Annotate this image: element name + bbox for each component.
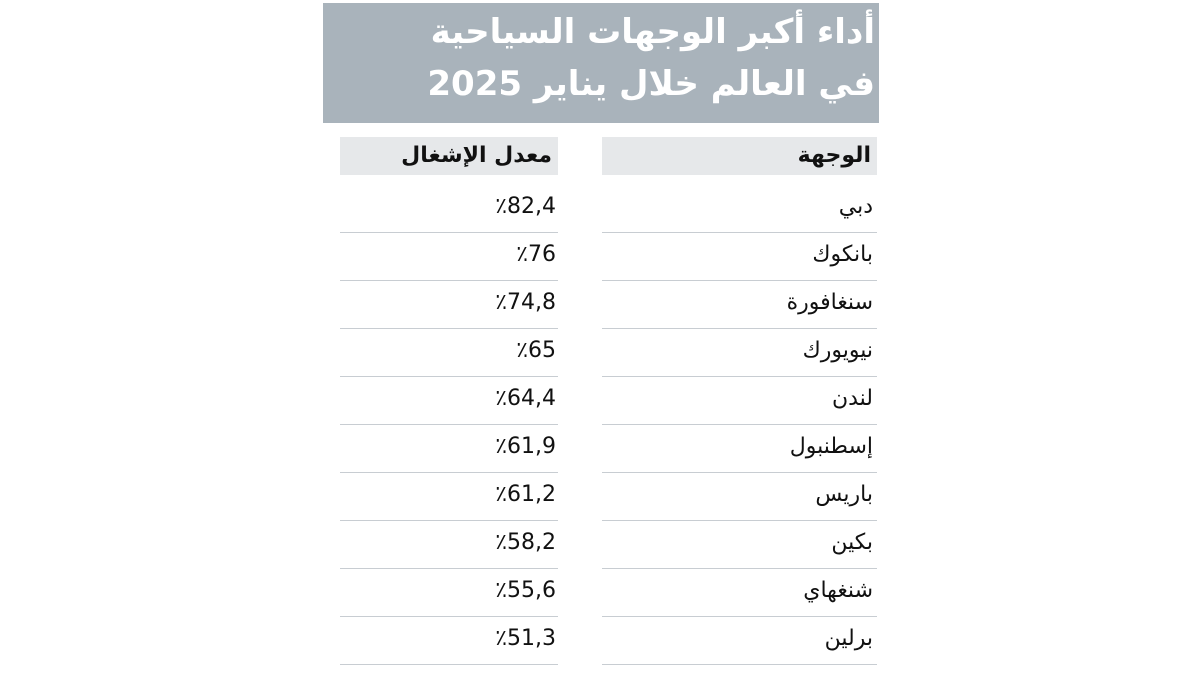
table-cell-occupancy: ٪76 [340,233,558,281]
table-cell-destination: إسطنبول [602,425,877,473]
table-cell-occupancy: ٪58,2 [340,521,558,569]
chart-title-line-2: في العالم خلال يناير 2025 [427,64,875,104]
table-cell-occupancy: ٪51,3 [340,617,558,665]
table-cell-occupancy: ٪61,2 [340,473,558,521]
column-header-occupancy: معدل الإشغال [340,137,558,175]
table-cell-occupancy: ٪65 [340,329,558,377]
table-cell-occupancy: ٪82,4 [340,185,558,233]
column-header-destination: الوجهة [602,137,877,175]
chart-title-line-1: أداء أكبر الوجهات السياحية [430,12,875,52]
table-cell-occupancy: ٪55,6 [340,569,558,617]
table-cell-destination: برلين [602,617,877,665]
table-cell-destination: بانكوك [602,233,877,281]
table-cell-destination: دبي [602,185,877,233]
table-cell-occupancy: ٪61,9 [340,425,558,473]
title-box [323,3,879,123]
table-cell-destination: شنغهاي [602,569,877,617]
table-cell-destination: بكين [602,521,877,569]
table-cell-occupancy: ٪74,8 [340,281,558,329]
table-cell-destination: لندن [602,377,877,425]
table-cell-occupancy: ٪64,4 [340,377,558,425]
table-cell-destination: باريس [602,473,877,521]
table-cell-destination: سنغافورة [602,281,877,329]
table-cell-destination: نيويورك [602,329,877,377]
